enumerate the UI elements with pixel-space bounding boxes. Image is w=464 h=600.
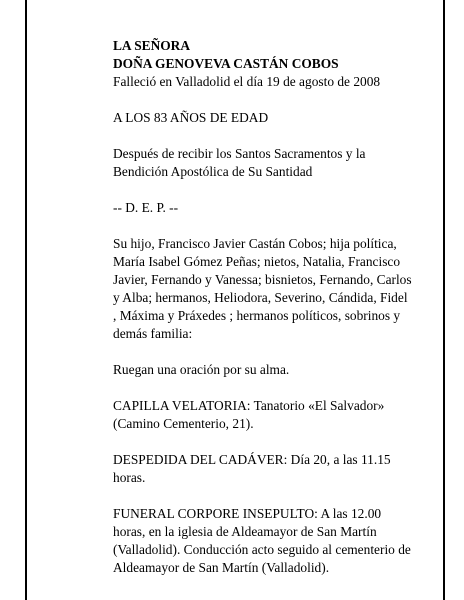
left-border-line: [25, 0, 27, 600]
dep-line: -- D. E. P. --: [113, 200, 179, 215]
funeral-paragraph: FUNERAL CORPORE INSEPULTO: A las 12.00 horas, en la iglesia de Aldeamayor de San Martín (Valladolid). Conducción acto seguido al cementerio de Aldeamayor de San Martín (Valladolid).: [113, 506, 411, 575]
farewell-paragraph: DESPEDIDA DEL CADÁVER: Día 20, a las 11.15 horas.: [113, 452, 391, 485]
sacraments-paragraph: Después de recibir los Santos Sacramentos y la Bendición Apostólica de Su Santidad: [113, 146, 366, 179]
heading-line-1: LA SEÑORA: [113, 38, 191, 53]
obituary-notice: [113, 37, 413, 595]
family-paragraph: Su hijo, Francisco Javier Castán Cobos; hija política, María Isabel Gómez Peñas; nietos, Natalia, Francisco Javier, Fernando y Vanessa; bisnietos, Fernando, Carlos y Alba; hermanos, Heliodora, Severino, Cándida, Fidel , Máxima y Práxedes ; hermanos políticos, sobrinos y demás familia:: [113, 236, 412, 341]
prayer-line: Ruegan una oración por su alma.: [113, 362, 290, 377]
chapel-paragraph: CAPILLA VELATORIA: Tanatorio «El Salvador» (Camino Cementerio, 21).: [113, 398, 385, 431]
heading-name: DOÑA GENOVEVA CASTÁN COBOS: [113, 56, 339, 71]
age-line: A LOS 83 AÑOS DE EDAD: [113, 110, 269, 125]
death-date-line: Falleció en Valladolid el día 19 de agosto de 2008: [113, 74, 381, 89]
right-border-line: [443, 0, 445, 600]
